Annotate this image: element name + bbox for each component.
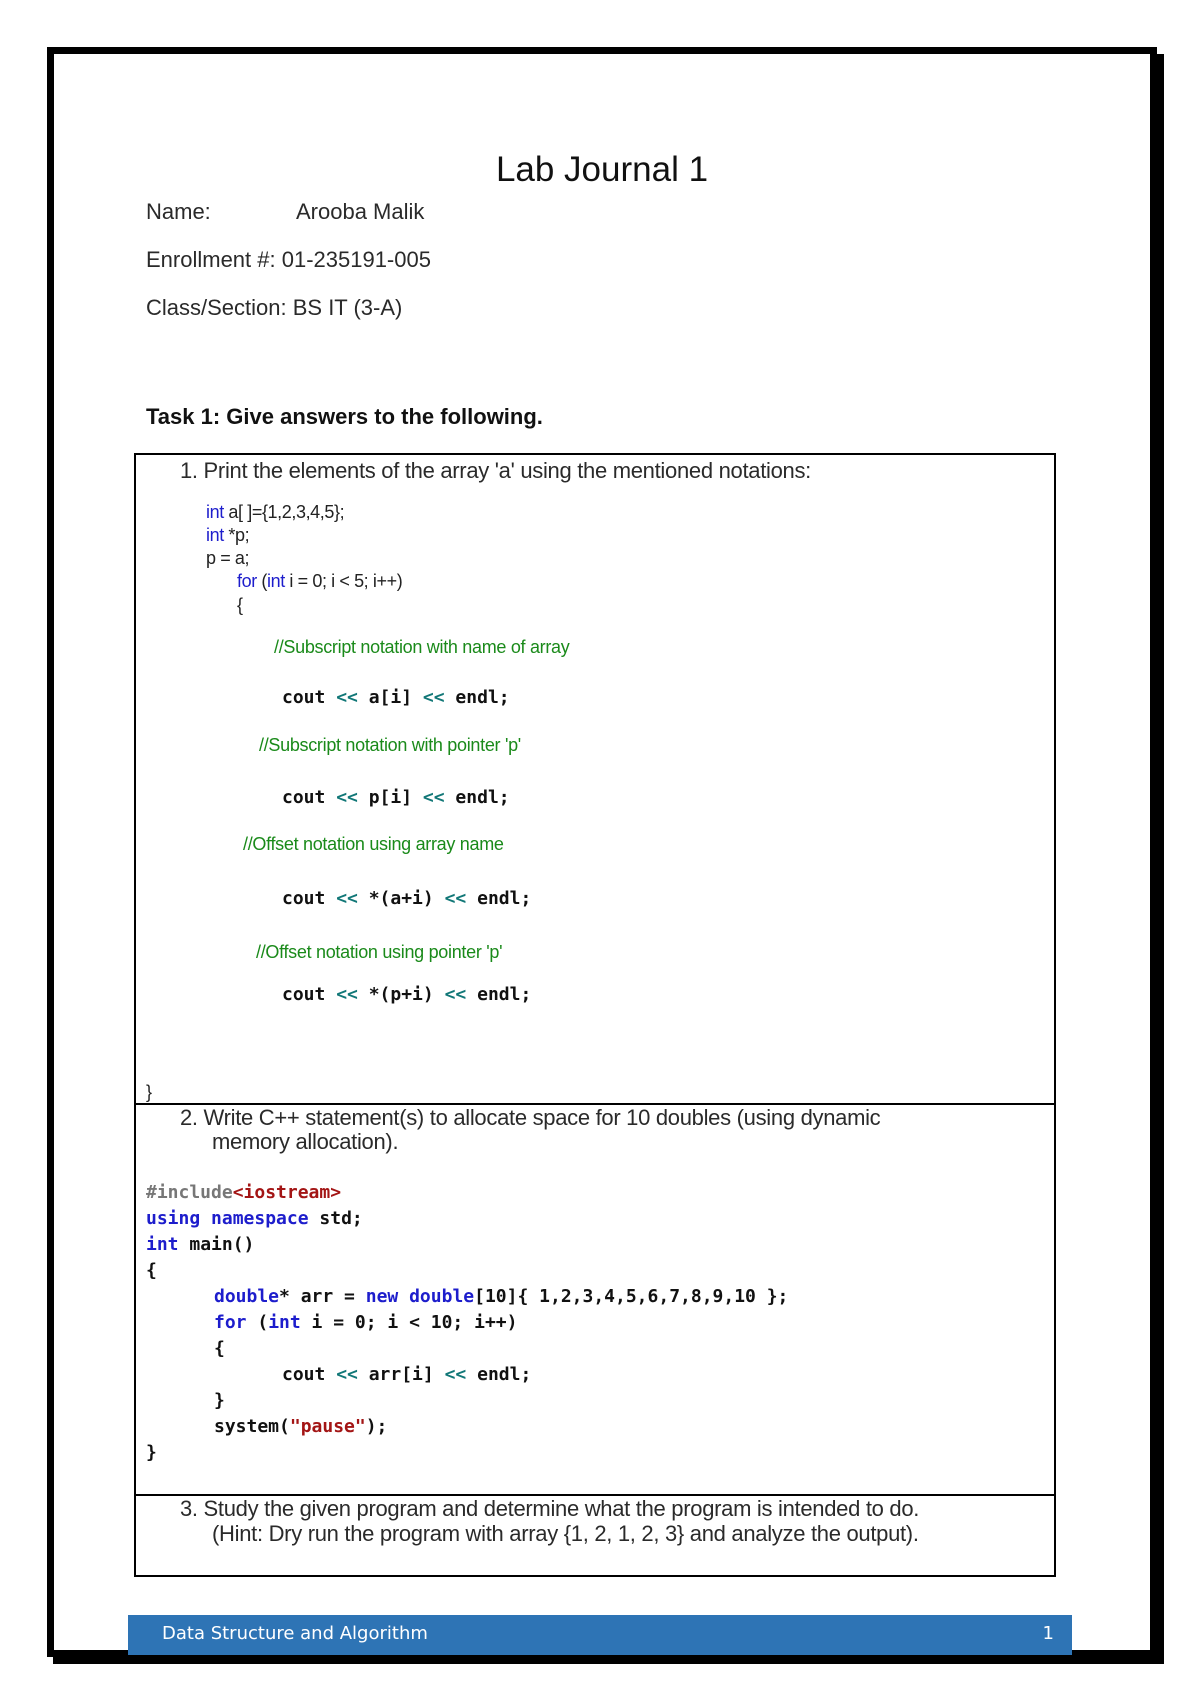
code-line: { [214, 1338, 225, 1359]
code-line: { [237, 595, 243, 615]
code-text: ( [256, 571, 268, 591]
code-line: { [146, 1260, 157, 1281]
question-3-prompt-line1: 3. Study the given program and determine what the program is intended to do. [180, 1496, 920, 1521]
code-comment: //Offset notation using array name [243, 834, 504, 854]
question-3-prompt-line2: (Hint: Dry run the program with array {1, 2, 1, 2, 3} and analyze the output). [212, 1521, 919, 1546]
code-line: double* arr = new double[10]{ 1,2,3,4,5,6,7,8,9,10 }; [214, 1286, 789, 1307]
task-heading: Task 1: Give answers to the following. [146, 404, 543, 429]
question-2-box [134, 1103, 1056, 1496]
keyword: for [237, 571, 257, 591]
code-line: p = a; [206, 548, 250, 568]
code-text: i = 0; i < 5; i++) [284, 571, 403, 591]
name-row [146, 199, 425, 225]
class-section-row: Class/Section: BS IT (3-A) [146, 295, 403, 320]
footer-page-number: 1 [1042, 1623, 1054, 1644]
page-title: Lab Journal 1 [495, 150, 709, 189]
code-line [237, 571, 402, 592]
question-2-prompt-line2: memory allocation). [212, 1129, 399, 1154]
question-1-box [134, 453, 1056, 1105]
code-line: int main() [146, 1234, 255, 1255]
footer-course: Data Structure and Algorithm [162, 1623, 428, 1644]
code-line: } [146, 1082, 152, 1102]
code-statement: cout << a[i] << endl; [282, 687, 510, 708]
code-line: system("pause"); [214, 1416, 388, 1437]
name-label: Name: [146, 199, 211, 224]
code-statement: cout << *(p+i) << endl; [282, 984, 532, 1005]
keyword: int [206, 502, 224, 522]
code-line: for (int i = 0; i < 10; i++) [214, 1312, 518, 1333]
question-2-prompt-line1: 2. Write C++ statement(s) to allocate space for 10 doubles (using dynamic [180, 1105, 881, 1130]
code-line: cout << arr[i] << endl; [282, 1364, 532, 1385]
keyword: int [206, 525, 224, 545]
code-statement: cout << *(a+i) << endl; [282, 888, 532, 909]
code-line: using namespace std; [146, 1208, 363, 1229]
enrollment-row: Enrollment #: 01-235191-005 [146, 247, 431, 272]
question-3-box [134, 1494, 1056, 1577]
code-statement: cout << p[i] << endl; [282, 787, 510, 808]
code-comment: //Subscript notation with name of array [274, 637, 570, 657]
code-comment: //Offset notation using pointer 'p' [256, 942, 503, 962]
code-line: #include<iostream> [146, 1182, 342, 1203]
name-value: Arooba Malik [296, 199, 425, 224]
keyword: int [267, 571, 285, 591]
code-line: } [214, 1390, 225, 1411]
code-line: } [146, 1442, 157, 1463]
code-line [206, 525, 249, 546]
code-text: *p; [223, 525, 250, 545]
document-page [47, 47, 1157, 1657]
code-line [206, 502, 344, 523]
page-footer [128, 1615, 1072, 1655]
question-1-prompt: 1. Print the elements of the array 'a' using the mentioned notations: [180, 458, 811, 483]
code-text: a[ ]={1,2,3,4,5}; [223, 502, 345, 522]
code-comment: //Subscript notation with pointer 'p' [259, 735, 521, 755]
